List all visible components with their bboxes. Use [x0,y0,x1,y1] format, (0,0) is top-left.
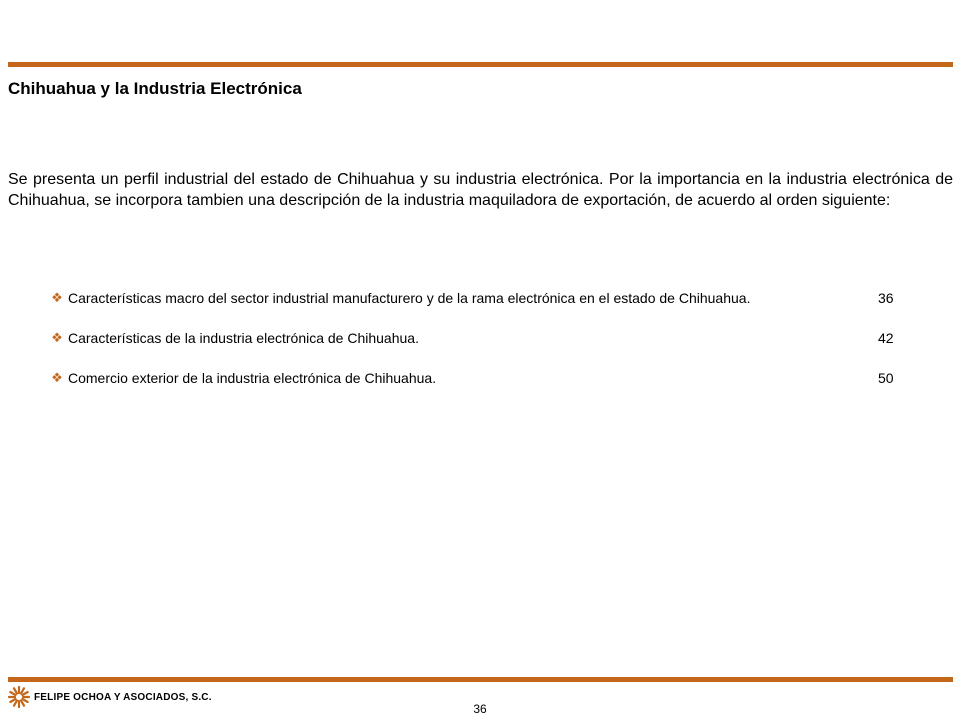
intro-paragraph: Se presenta un perfil industrial del estado de Chihuahua y su industria electrónica. Por la importancia en la industria electrónica de Chihuahua, se incorpora tambien una descripción de la industria maquiladora de exportación, de acuerdo al orden siguiente: [8,171,953,209]
diamond-bullet-icon: ❖ [51,330,63,345]
page-title: Chihuahua y la Industria Electrónica [8,79,302,98]
list-item [50,288,900,308]
list-item-label: Características de la industria electrónica de Chihuahua. [68,330,419,346]
contents-list [50,288,900,408]
list-item [50,328,900,348]
list-item-label: Comercio exterior de la industria electrónica de Chihuahua. [68,370,437,386]
top-divider [8,62,953,67]
sunburst-logo-icon [8,686,30,708]
list-item [50,368,900,388]
page-number: 36 [473,702,487,716]
list-item-page: 50 [878,370,894,386]
diamond-bullet-icon: ❖ [51,290,63,305]
list-item-page: 36 [878,290,894,306]
company-name: FELIPE OCHOA Y ASOCIADOS, S.C. [34,692,212,703]
diamond-bullet-icon: ❖ [51,370,63,385]
list-item-label: Características macro del sector industrial manufacturero y de la rama electrónica en el estado de Chihuahua. [68,290,751,306]
list-item-page: 42 [878,330,894,346]
bottom-divider [8,677,953,682]
